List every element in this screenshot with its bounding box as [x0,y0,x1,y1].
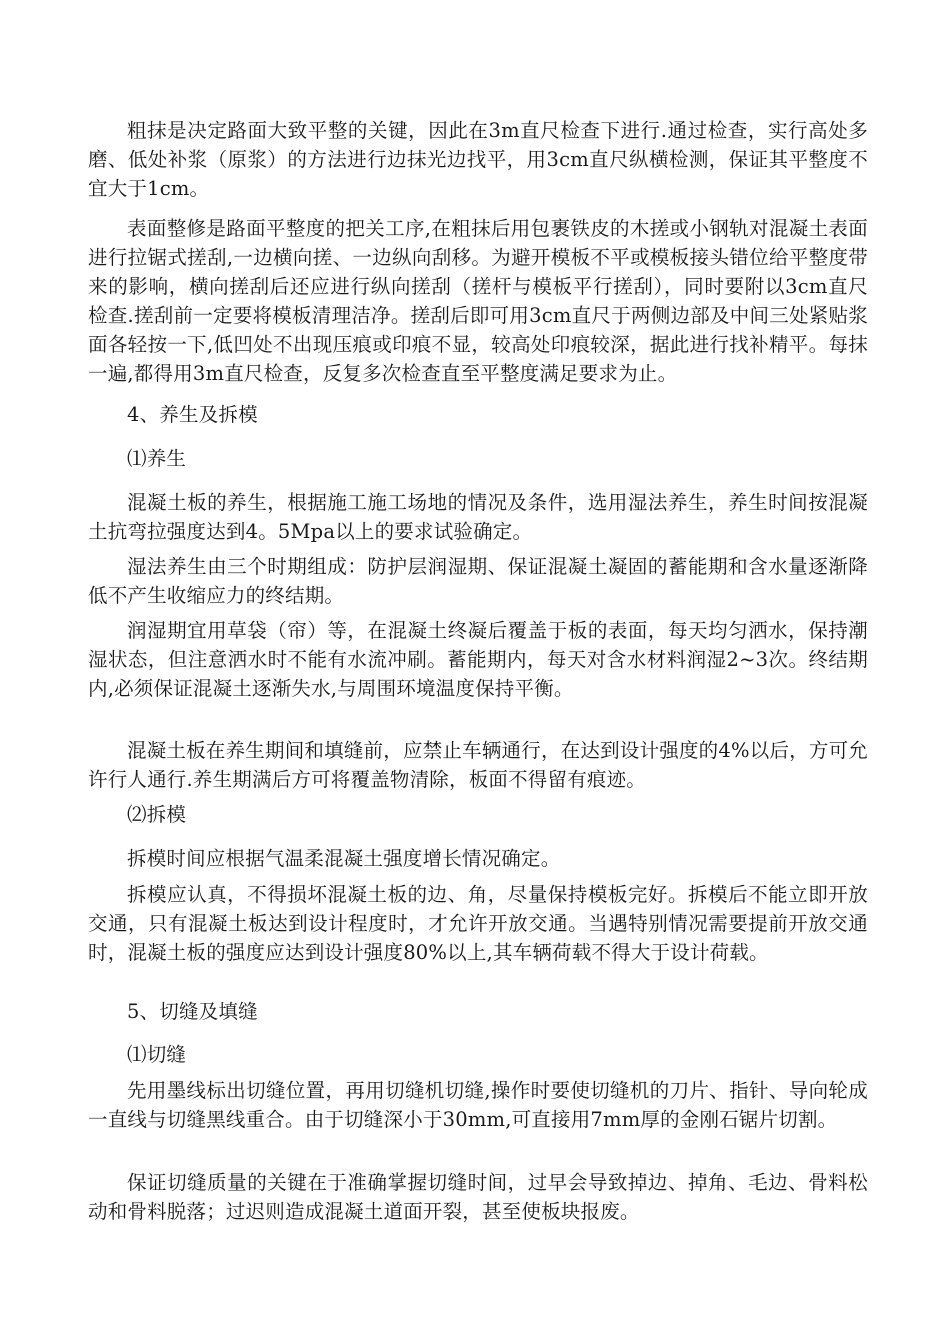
paragraph-removal-care [88,880,868,967]
paragraph-text: 混凝土板在养生期间和填缝前，应禁止车辆通行，在达到设计强度的4%以后，方可允许行人通行.养生期满后方可将覆盖物清除，板面不得留有痕迹。 [88,739,868,791]
paragraph-wetting-period [88,616,868,703]
paragraph-text: 表面整修是路面平整度的把关工序,在粗抹后用包裹铁皮的木搓或小钢轨对混凝土表面进行拉锯式搓刮,一边横向搓、一边纵向刮移。为避开模板不平或模板接头错位给平整度带来的影响，横向搓刮后还应进行纵向搓刮（搓杆与模板平行搓刮），同时要附以3cm直尺检查.搓刮前一定要将模板清理洁净。搓刮后即可用3cm直尺于两侧边部及中间三处紧贴浆面各轻按一下,低凹处不出现压痕或印痕不显，较高处印痕较深，据此进行找补精平。每抹一遍,都得用3m直尺检查，反复多次检查直至平整度满足要求为止。 [88,217,868,385]
heading-text: 4、养生及拆模 [127,403,258,426]
paragraph-text: 湿法养生由三个时期组成：防护层润湿期、保证混凝土凝固的蓄能期和含水量逐渐降低不产生收缩应力的终结期。 [88,555,868,607]
paragraph-text: 粗抹是决定路面大致平整的关键，因此在3m直尺检查下进行.通过检查，实行高处多磨、低处补浆（原浆）的方法进行边抹光边找平，用3cm直尺纵横检测，保证其平整度不宜大于1cm。 [88,119,868,200]
paragraph-removal-timing [88,844,868,873]
paragraph-wet-curing-periods [88,552,868,610]
paragraph-cutting-quality [88,1168,868,1226]
section-heading-joint-cutting [88,997,868,1026]
paragraph-text: 混凝土板的养生，根据施工施工场地的情况及条件，选用湿法养生，养生时间按混凝土抗弯拉强度达到4。5Mpa以上的要求试验确定。 [88,491,868,543]
subheading-formwork-removal [88,800,868,829]
paragraph-curing-method [88,488,868,546]
paragraph-text: 拆模应认真，不得损坏混凝土板的边、角，尽量保持模板完好。拆模后不能立即开放交通，只有混凝土板达到设计程度时，才允许开放交通。当遇特别情况需要提前开放交通时，混凝土板的强度应达到设计强度80%以上,其车辆荷载不得大于设计荷载。 [88,883,868,964]
heading-text: ⑴养生 [127,447,187,470]
subheading-curing [88,444,868,473]
paragraph-text: 保证切缝质量的关键在于准确掌握切缝时间，过早会导致掉边、掉角、毛边、骨料松动和骨料脱落；过迟则造成混凝土道面开裂，甚至使板块报废。 [88,1171,868,1223]
paragraph-text: 先用墨线标出切缝位置，再用切缝机切缝,操作时要使切缝机的刀片、指针、导向轮成一直线与切缝黑线重合。由于切缝深小于30mm,可直接用7mm厚的金刚石锯片切割。 [88,1079,868,1131]
paragraph-text: 润湿期宜用草袋（帘）等，在混凝土终凝后覆盖于板的表面，每天均匀洒水，保持潮湿状态，但注意洒水时不能有水流冲刷。蓄能期内，每天对含水材料润湿2~3次。终结期内,必须保证混凝土逐渐失水,与周围环境温度保持平衡。 [88,619,868,700]
subheading-joint-cutting [88,1040,868,1069]
heading-text: ⑵拆模 [127,803,187,826]
section-heading-curing-formwork [88,400,868,429]
paragraph-cutting-procedure [88,1076,868,1134]
heading-text: ⑴切缝 [127,1043,187,1066]
heading-text: 5、切缝及填缝 [127,1000,258,1023]
paragraph-text: 拆模时间应根据气温柔混凝土强度增长情况确定。 [127,847,561,870]
paragraph-rough-trowel [88,116,868,203]
paragraph-surface-finish [88,214,868,388]
paragraph-traffic-restriction [88,736,868,794]
